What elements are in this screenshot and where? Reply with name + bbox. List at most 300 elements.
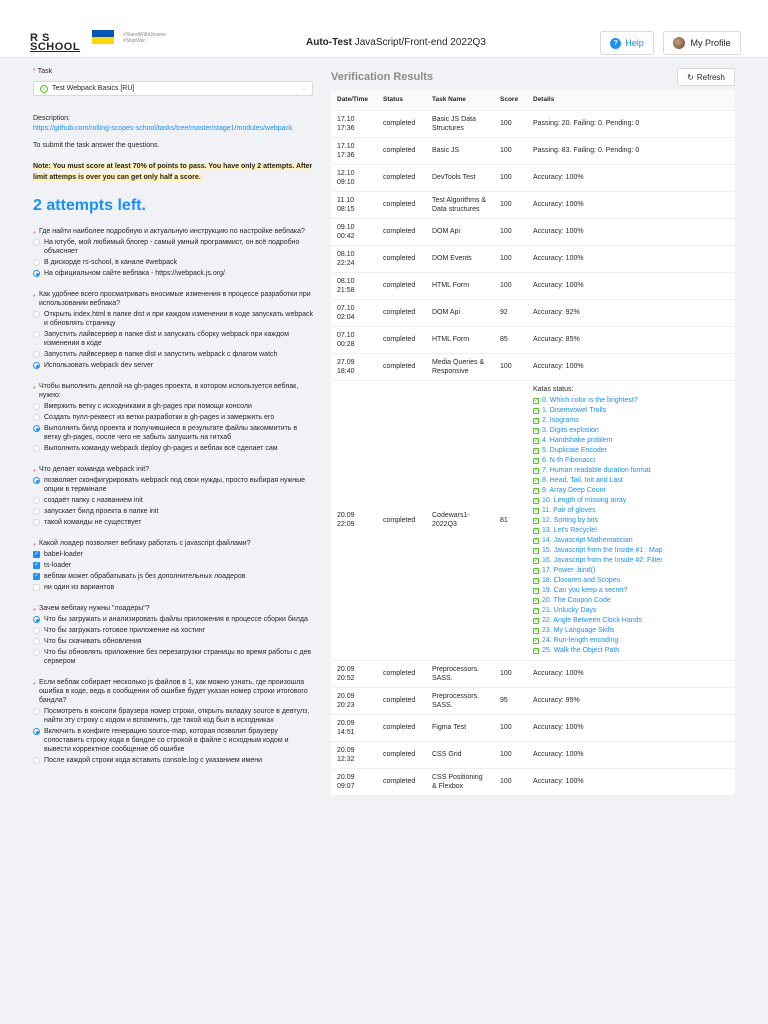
table-row	[331, 714, 735, 741]
radio-button[interactable]	[33, 497, 40, 504]
radio-option[interactable]	[33, 424, 315, 442]
kata-item[interactable]	[533, 546, 729, 556]
date-cell	[331, 110, 377, 137]
date-cell	[331, 380, 377, 660]
kata-name: 20. The Coupon Code	[542, 596, 611, 604]
check-icon: ✓	[533, 437, 539, 444]
status-cell: completed	[377, 326, 426, 353]
score-cell: 100	[494, 272, 527, 299]
radio-button[interactable]	[33, 757, 40, 764]
kata-name: 9. Array Deep Count	[542, 486, 606, 494]
status-cell: completed	[377, 714, 426, 741]
radio-option[interactable]	[33, 330, 315, 348]
kata-item[interactable]	[533, 596, 729, 606]
details-cell: Passing: 20. Failing: 0. Pending: 0	[527, 110, 735, 137]
date-cell	[331, 687, 377, 714]
date: 20.09	[337, 512, 355, 519]
score-cell: 100	[494, 768, 527, 795]
kata-item[interactable]	[533, 466, 729, 476]
radio-button[interactable]	[33, 708, 40, 715]
details-cell: Accuracy: 85%	[527, 326, 735, 353]
date-cell	[331, 326, 377, 353]
my-profile-button[interactable]: My Profile	[663, 31, 741, 55]
required-mark: *	[33, 608, 36, 615]
option-label: запускает билд проекта в папке init	[44, 508, 159, 515]
kata-name: 7. Human readable duration format	[542, 466, 651, 474]
question-label: Где найти наиболее подробную и актуальную инструкцию по настройке вебпака?	[39, 228, 305, 235]
table-row	[331, 353, 735, 380]
attempts-note: Note: You must score at least 70% of points to pass. You have only 2 attempts. After limit attemps is over you can get only half a score.	[33, 163, 313, 181]
date-cell	[331, 137, 377, 164]
time: 00:28	[337, 340, 355, 348]
checkbox[interactable]: ✓	[33, 562, 40, 568]
kata-name: 15. Javascript from the Inside #1 : Map	[542, 546, 663, 554]
status-cell: completed	[377, 660, 426, 687]
status-cell: completed	[377, 380, 426, 660]
test-form	[25, 68, 315, 1024]
date-cell	[331, 272, 377, 299]
date: 20.09	[337, 719, 355, 727]
time: 17:36	[337, 151, 355, 159]
date: 11.10	[337, 196, 354, 204]
kata-item[interactable]	[533, 636, 729, 646]
table-row	[331, 137, 735, 164]
date: 12.10	[337, 169, 355, 177]
task-name-cell: Codewars1-2022Q3	[426, 380, 494, 660]
score-cell: 92	[494, 299, 527, 326]
required-mark: *	[33, 386, 36, 393]
option-label: Что бы загружать готовое приложение на хостинг	[44, 627, 206, 634]
task-name-cell: Preprocessors. SASS.	[426, 687, 494, 714]
radio-option[interactable]	[33, 402, 315, 411]
check-icon: ✓	[533, 537, 539, 544]
kata-item[interactable]	[533, 416, 729, 426]
task-name-cell: Basic JS Data Structures	[426, 110, 494, 137]
task-name-cell: DOM Api	[426, 218, 494, 245]
option-label: Что бы обновлять приложение без перезагрузки страницы во время работы с дев сервером	[44, 649, 312, 665]
score-cell: 100	[494, 191, 527, 218]
kata-item[interactable]	[533, 496, 729, 506]
check-icon: ✓	[533, 447, 539, 454]
status-cell: completed	[377, 741, 426, 768]
kata-item[interactable]	[533, 446, 729, 456]
task-select[interactable]: ✓ Test Webpack Basics [RU] ⌄	[33, 81, 313, 96]
radio-option[interactable]	[33, 648, 315, 666]
details-cell: Accuracy: 100%	[527, 245, 735, 272]
score-cell: 100	[494, 110, 527, 137]
details-cell: Accuracy: 100%	[527, 218, 735, 245]
date-cell	[331, 245, 377, 272]
column-header: Status	[377, 90, 426, 110]
time: 20:23	[337, 701, 355, 709]
checkbox-option[interactable]	[33, 572, 315, 581]
radio-button[interactable]	[33, 414, 40, 421]
refresh-button[interactable]: ↻ Refresh	[677, 68, 735, 86]
radio-button[interactable]	[33, 270, 40, 277]
check-icon: ✓	[533, 567, 539, 574]
chevron-down-icon: ⌄	[300, 86, 306, 92]
kata-name: 16. Javascript from the Inside #2: Filter	[542, 556, 663, 564]
kata-item[interactable]	[533, 516, 729, 526]
option-label: После каждой строки кода вставить console.log с указанием имени	[44, 757, 263, 764]
task-name-cell: DOM Api	[426, 299, 494, 326]
question	[33, 678, 315, 765]
time: 09:10	[337, 178, 355, 186]
required-mark: *	[33, 682, 36, 689]
radio-button[interactable]	[33, 616, 40, 623]
radio-button[interactable]	[33, 728, 40, 735]
date: 20.09	[337, 692, 355, 700]
date-cell	[331, 218, 377, 245]
option-label: Использовать webpack dev server	[44, 362, 154, 369]
time: 22:09	[337, 521, 355, 528]
time: 00:42	[337, 232, 355, 240]
status-cell: completed	[377, 164, 426, 191]
task-name-cell: DOM Events	[426, 245, 494, 272]
table-row	[331, 326, 735, 353]
check-icon: ✓	[533, 427, 539, 434]
check-icon: ✓	[533, 647, 539, 654]
time: 22:24	[337, 259, 355, 267]
radio-button[interactable]	[33, 362, 40, 369]
radio-option[interactable]	[33, 518, 315, 527]
time: 18:40	[337, 367, 355, 375]
option-label: Запустить лайвсервер в папке dist и запускать сборку webpack при каждом изменении в коде	[44, 331, 289, 347]
radio-button[interactable]	[33, 519, 40, 526]
option-label: Выполнить команду webpack deploy gh-pages и вебпак всё сделает сам	[44, 445, 278, 452]
option-label: Посмотреть в консоли браузера номер строки, открыть вкладку source в девтулз, найти эту строку с кодом и вспомнить, где такой код был в исходниках	[44, 708, 310, 724]
table-row	[331, 768, 735, 795]
option-label: Выполнить билд проекта и получившиеся в результате файлы закоммитить в ветку gh-pages, после чего не забыть запушить на гитхаб	[44, 425, 298, 441]
check-icon: ✓	[533, 467, 539, 474]
radio-option[interactable]	[33, 269, 315, 278]
time: 20:52	[337, 674, 355, 682]
table-row	[331, 660, 735, 687]
question	[33, 465, 315, 527]
radio-option[interactable]	[33, 727, 315, 754]
question-text	[33, 678, 315, 705]
table-row	[331, 272, 735, 299]
radio-option[interactable]	[33, 361, 315, 370]
kata-item[interactable]	[533, 616, 729, 626]
kata-name: 0. Which color is the brightest?	[542, 396, 638, 404]
details-cell: Accuracy: 100%	[527, 768, 735, 795]
time: 12:32	[337, 755, 355, 763]
status-cell: completed	[377, 299, 426, 326]
check-icon: ✓	[533, 617, 539, 624]
radio-option[interactable]	[33, 637, 315, 646]
radio-option[interactable]	[33, 413, 315, 422]
check-icon: ✓	[533, 547, 539, 554]
date: 20.09	[337, 773, 355, 781]
option-label: создаёт папку с названием init	[44, 497, 143, 504]
checkbox-option[interactable]	[33, 583, 315, 592]
radio-option[interactable]	[33, 238, 315, 256]
question-icon: ?	[610, 38, 621, 49]
checkbox-option[interactable]	[33, 561, 315, 570]
kata-name: 14. Javascript Mathematician	[542, 536, 633, 544]
task-name-cell: Media Queries & Responsive	[426, 353, 494, 380]
radio-option[interactable]	[33, 444, 315, 453]
question	[33, 227, 315, 278]
details-cell: Accuracy: 92%	[527, 299, 735, 326]
task-name-cell: CSS Grid	[426, 741, 494, 768]
details-cell: Accuracy: 100%	[527, 741, 735, 768]
time: 02:04	[337, 313, 355, 321]
time: 21:58	[337, 286, 355, 294]
kata-item[interactable]	[533, 646, 729, 656]
page-title: Auto-Test JavaScript/Front-end 2022Q3	[306, 37, 486, 48]
score-cell: 85	[494, 326, 527, 353]
radio-option[interactable]	[33, 350, 315, 359]
radio-button[interactable]	[33, 425, 40, 432]
date: 07.10	[337, 331, 355, 339]
attempts-left: 2 attempts left.	[33, 197, 146, 214]
kata-item[interactable]	[533, 526, 729, 536]
score-cell: 100	[494, 218, 527, 245]
details-cell: Accuracy: 100%	[527, 164, 735, 191]
checkbox-option[interactable]	[33, 550, 315, 559]
kata-name: 4. Handshake problem	[542, 436, 613, 444]
question-label: Если вебпак собирает несколько js файлов в 1, как можно узнать, где произошла ошибка в коде, ведь в сообщении об ошибке будет указан номер строки итогового бандла?	[39, 679, 308, 704]
kata-item[interactable]	[533, 626, 729, 636]
question-text	[33, 290, 315, 308]
question	[33, 539, 315, 592]
score-cell: 100	[494, 660, 527, 687]
task-name-cell: Figma Test	[426, 714, 494, 741]
check-icon: ✓	[533, 637, 539, 644]
option-label: Что бы скачивать обновления	[44, 638, 142, 645]
task-name-cell: Test Algorithms & Data structures	[426, 191, 494, 218]
checkbox[interactable]	[33, 584, 40, 591]
kata-item[interactable]	[533, 606, 729, 616]
check-icon: ✓	[533, 597, 539, 604]
score-cell: 95	[494, 687, 527, 714]
option-label: Запустить лайвсервер в папке dist и запустить webpack с флагом watch	[44, 351, 278, 358]
status-cell: completed	[377, 353, 426, 380]
date: 20.09	[337, 665, 355, 673]
kata-name: 6. N-th Fibonacci	[542, 456, 595, 464]
question-text	[33, 465, 315, 474]
radio-button[interactable]	[33, 638, 40, 645]
question-text	[33, 382, 315, 400]
questions-list	[33, 227, 315, 765]
radio-option[interactable]	[33, 496, 315, 505]
radio-option[interactable]	[33, 310, 315, 328]
status-cell: completed	[377, 687, 426, 714]
date-cell	[331, 660, 377, 687]
time: 09:07	[337, 782, 355, 790]
kata-name: 25. Walk the Object Path	[542, 646, 620, 654]
score-cell: 100	[494, 714, 527, 741]
details-cell: Passing: 83. Failing: 0. Pending: 0	[527, 137, 735, 164]
radio-button[interactable]	[33, 351, 40, 358]
table-row	[331, 191, 735, 218]
radio-button[interactable]	[33, 649, 40, 656]
kata-item[interactable]	[533, 486, 729, 496]
table-row	[331, 741, 735, 768]
radio-button[interactable]	[33, 259, 40, 266]
kata-item[interactable]	[533, 436, 729, 446]
table-row	[331, 380, 735, 660]
option-label: ts-loader	[44, 562, 72, 569]
score-cell: 100	[494, 164, 527, 191]
column-header: Details	[527, 90, 735, 110]
details-cell: Accuracy: 100%	[527, 353, 735, 380]
question-text	[33, 604, 315, 613]
table-row	[331, 218, 735, 245]
task-name-cell: Basic JS	[426, 137, 494, 164]
kata-item[interactable]	[533, 396, 729, 406]
description-link[interactable]: https://github.com/rolling-scopes-school/tasks/tree/master/stage1/modules/webpack	[33, 125, 293, 132]
date-cell	[331, 768, 377, 795]
score-cell: 100	[494, 137, 527, 164]
radio-option[interactable]	[33, 615, 315, 624]
kata-name: 12. Sorting by bits	[542, 516, 599, 524]
required-mark: *	[33, 294, 36, 301]
option-label: Вмержить ветку с исходниками в gh-pages при помощи консоли	[44, 403, 252, 410]
kata-item[interactable]	[533, 426, 729, 436]
time: 14:51	[337, 728, 355, 736]
help-button[interactable]: ? Help	[600, 31, 654, 55]
score-cell: 100	[494, 741, 527, 768]
question-text	[33, 227, 315, 236]
question-label: Что делает команда webpack init?	[39, 466, 150, 473]
task-name-cell: Preprocessors. SASS.	[426, 660, 494, 687]
header-tags: #StandWithUkraine #StopWar	[123, 32, 167, 44]
checkbox[interactable]: ✓	[33, 573, 40, 579]
question-label: Чтобы выполнить деплой на gh-pages проекта, в котором используется вебпак, нужно:	[39, 383, 299, 399]
task-label: * Task	[33, 68, 53, 75]
table-row	[331, 245, 735, 272]
check-icon: ✓	[533, 627, 539, 634]
option-label: ни один из вариантов	[44, 584, 115, 591]
check-icon: ✓	[533, 397, 539, 404]
radio-button[interactable]	[33, 508, 40, 515]
radio-button[interactable]	[33, 403, 40, 410]
details-cell: Accuracy: 100%	[527, 272, 735, 299]
date: 27.09	[337, 358, 355, 366]
app-header	[0, 0, 768, 58]
table-row	[331, 110, 735, 137]
required-mark: *	[33, 543, 36, 550]
table-header	[331, 90, 735, 110]
question-text	[33, 539, 315, 548]
radio-button[interactable]	[33, 239, 40, 246]
details-cell: Accuracy: 95%	[527, 687, 735, 714]
radio-button[interactable]	[33, 445, 40, 452]
checkbox[interactable]: ✓	[33, 551, 40, 557]
kata-item[interactable]	[533, 506, 729, 516]
kata-name: 24. Run-length encoding	[542, 636, 619, 644]
option-label: вебпак может обрабатывать js без дополнительных лоадеров	[44, 573, 246, 580]
check-icon: ✓	[533, 457, 539, 464]
radio-option[interactable]	[33, 258, 315, 267]
option-label: Открыть index.html в папке dist и при каждом изменении в коде запускать webpack и обновлять страницу	[44, 311, 314, 327]
kata-item[interactable]	[533, 406, 729, 416]
status-cell: completed	[377, 768, 426, 795]
kata-name: 21. Unlucky Days	[542, 606, 597, 614]
required-mark: *	[33, 469, 36, 476]
radio-button[interactable]	[33, 311, 40, 318]
date: 08.10	[337, 277, 355, 285]
check-icon: ✓	[533, 607, 539, 614]
kata-item[interactable]	[533, 536, 729, 546]
kata-item[interactable]	[533, 576, 729, 586]
status-cell: completed	[377, 137, 426, 164]
kata-item[interactable]	[533, 586, 729, 596]
table-row	[331, 299, 735, 326]
date-cell	[331, 164, 377, 191]
task-name-cell: DevTools Test	[426, 164, 494, 191]
date: 17.10	[337, 142, 355, 150]
option-label: В дискорде rs-school, в канале #webpack	[44, 259, 178, 266]
kata-name: 2. Isograms	[542, 416, 579, 424]
kata-name: 13. Let's Recycle!	[542, 526, 598, 534]
time: 08:15	[337, 205, 355, 213]
radio-option[interactable]	[33, 707, 315, 725]
date-cell	[331, 299, 377, 326]
check-icon: ✓	[533, 407, 539, 414]
radio-option[interactable]	[33, 756, 315, 765]
details-cell: Accuracy: 100%	[527, 714, 735, 741]
radio-option[interactable]	[33, 507, 315, 516]
question-label: Как удобнее всего просматривать вносимые изменения в процессе разработки при использовании вебпака?	[39, 291, 311, 307]
required-mark: *	[33, 231, 36, 238]
option-label: Что бы загружать и анализировать файлы приложения в процессе сборки билда	[44, 616, 308, 623]
avatar	[673, 37, 685, 49]
check-icon: ✓	[533, 577, 539, 584]
date-cell	[331, 741, 377, 768]
kata-name: 3. Digits explosion	[542, 426, 599, 434]
date: 17.10	[337, 115, 355, 123]
kata-name: 10. Length of missing array	[542, 496, 627, 504]
katas-header: Katas status:	[533, 385, 574, 393]
kata-name: 1. Disemvowel Trolls	[542, 406, 607, 414]
check-icon: ✓	[533, 417, 539, 424]
results-table	[331, 90, 735, 796]
kata-name: 18. Closures and Scopes	[542, 576, 621, 584]
task-name-cell: HTML Form	[426, 272, 494, 299]
kata-name: 19. Can you keep a secret?	[542, 586, 628, 594]
kata-name: 23. My Language Skills	[542, 626, 615, 634]
question	[33, 604, 315, 666]
check-icon: ✓	[533, 527, 539, 534]
score-cell: 81	[494, 380, 527, 660]
radio-option[interactable]	[33, 476, 315, 494]
task-description: Description: https://github.com/rolling-scopes-school/tasks/tree/master/stage1/modules/webpack	[33, 115, 293, 132]
check-icon: ✓	[533, 507, 539, 514]
verification-results	[325, 68, 743, 1024]
radio-button[interactable]	[33, 477, 40, 484]
kata-item[interactable]	[533, 566, 729, 576]
rs-school-logo[interactable]: R S SCHOOL	[30, 32, 81, 53]
radio-option[interactable]	[33, 626, 315, 635]
option-label: такой команды не существует	[44, 519, 142, 526]
kata-item[interactable]	[533, 556, 729, 566]
details-cell	[527, 380, 735, 660]
option-label: позволяет сконфигурировать webpack под свои нужды, просто выбирая нужные опции в терминале	[44, 477, 305, 493]
kata-item[interactable]	[533, 476, 729, 486]
kata-item[interactable]	[533, 456, 729, 466]
kata-name: 5. Duplicate Encoder	[542, 446, 607, 454]
check-icon: ✓	[533, 477, 539, 484]
radio-button[interactable]	[33, 627, 40, 634]
details-cell: Accuracy: 100%	[527, 660, 735, 687]
date-cell	[331, 191, 377, 218]
radio-button[interactable]	[33, 331, 40, 338]
kata-name: 8. Head, Tail, Init and Last	[542, 476, 623, 484]
